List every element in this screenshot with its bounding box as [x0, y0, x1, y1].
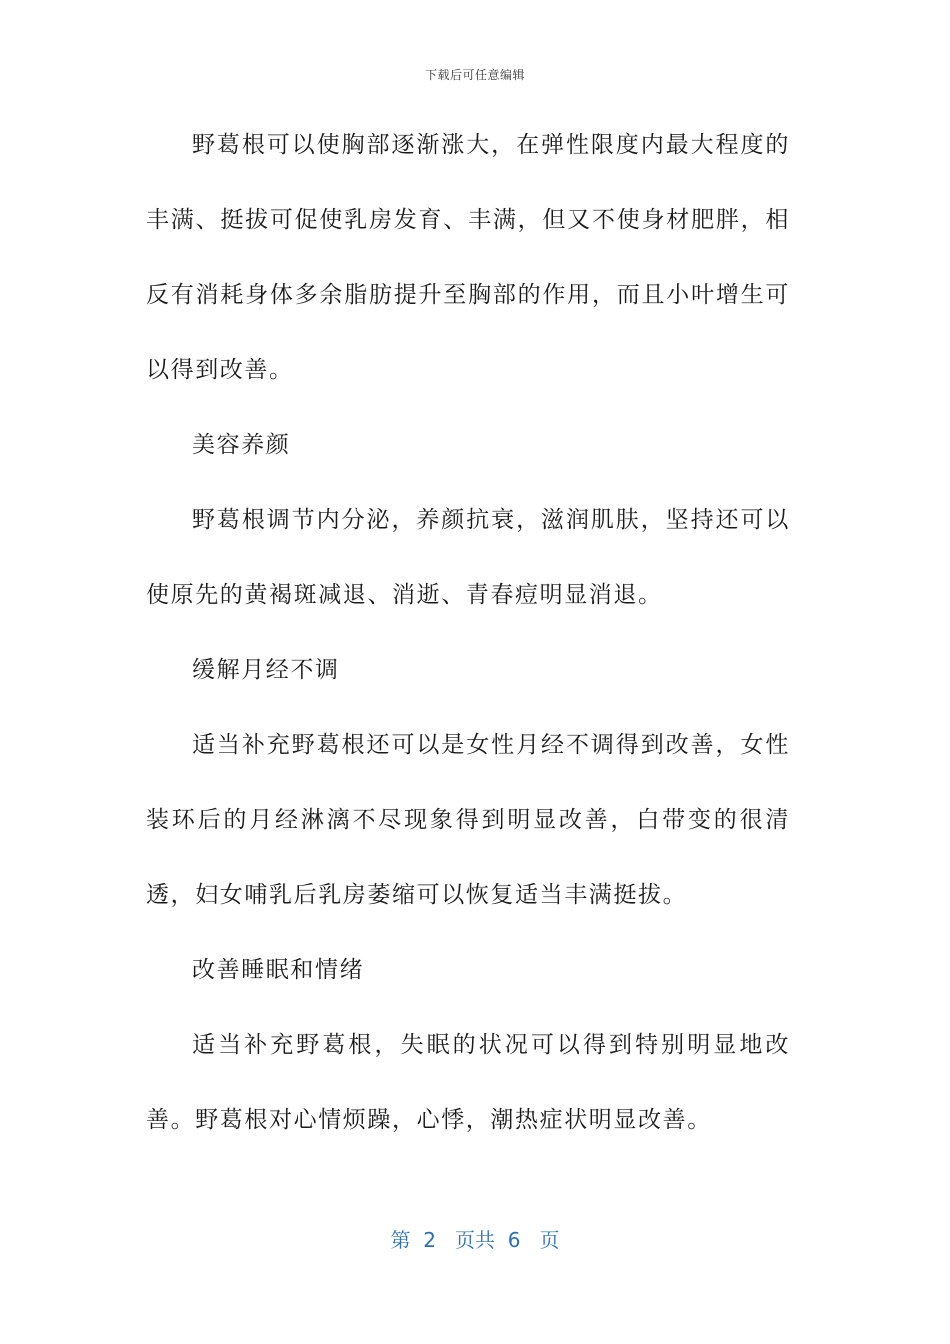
heading-menstrual: 缓解月经不调 — [192, 657, 340, 683]
document-body — [146, 108, 790, 1158]
paragraph-sleep-mood: 适当补充野葛根，失眠的状况可以得到特别明显地改善。野葛根对心情烦躁，心悸，潮热症状明显改善。 — [146, 1032, 790, 1133]
paragraph-beauty: 野葛根调节内分泌，养颜抗衰，滋润肌肤，坚持还可以使原先的黄褐斑减退、消逝、青春痘明显消退。 — [146, 507, 790, 608]
heading-beauty: 美容养颜 — [192, 432, 291, 458]
total-pages-number: 6 — [507, 1228, 521, 1252]
paragraph-breast-effect: 野葛根可以使胸部逐渐涨大，在弹性限度内最大程度的丰满、挺拔可促使乳房发育、丰满，但又不使身材肥胖，相反有消耗身体多余脂肪提升至胸部的作用，而且小叶增生可以得到改善。 — [146, 132, 790, 383]
current-page-number: 2 — [423, 1228, 436, 1252]
page-label-middle: 页共 — [455, 1228, 495, 1252]
page-label-suffix: 页 — [539, 1228, 560, 1252]
page-label-prefix: 第 — [390, 1228, 411, 1252]
paragraph-menstrual: 适当补充野葛根还可以是女性月经不调得到改善，女性装环后的月经淋漓不尽现象得到明显改善，白带变的很清透，妇女哺乳后乳房萎缩可以恢复适当丰满挺拔。 — [146, 732, 790, 908]
header-note: 下载后可任意编辑 — [424, 68, 525, 82]
heading-sleep-mood: 改善睡眠和情绪 — [192, 957, 365, 983]
page-footer — [0, 1224, 950, 1253]
